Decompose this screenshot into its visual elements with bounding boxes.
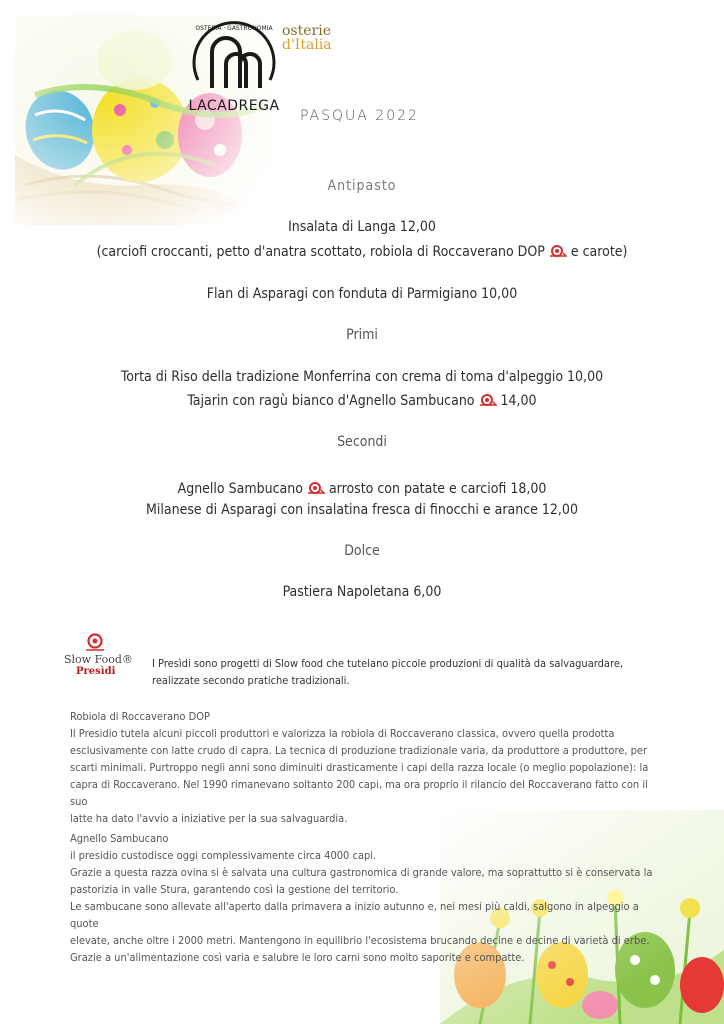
agnello-part2: arrosto con patate e carciofi 18,00 [328, 481, 547, 497]
agnello-title: Agnello Sambucano [70, 832, 169, 845]
agnello-line: Grazie a un'alimentazione così varia e salubre le loro carni sono molto saporite e compatte. [70, 951, 525, 964]
robiola-line: scarti minimali. Purtroppo negli anni sono diminuiti drasticamente i capi della razza locale (o meglio popolazione): la [70, 761, 649, 774]
robiola-line: capra di Roccaverano. Nel 1990 rimanevano soltanto 200 capi, ma ora proprio il rilancio del Roccaverano fatto con il suo [70, 778, 648, 808]
agnello-description [70, 830, 660, 966]
agnello-line: il presidio custodisce oggi complessivamente circa 4000 capi. [70, 849, 377, 862]
slow-food-presidi-logo [62, 633, 133, 679]
page-title: PASQUA 2022 [300, 108, 419, 124]
presidi-intro-line1: I Presìdi sono progetti di Slow food che tutelano piccole produzioni di qualità da salvaguardare, [152, 657, 624, 670]
agnello-line: pastorizia in valle Stura, garantendo così la gestione del territorio. [70, 883, 399, 896]
slow-food-snail-icon [479, 394, 497, 406]
agnello-part1: Agnello Sambucano [177, 481, 303, 497]
section-heading-secondi: Secondi [337, 434, 387, 450]
slow-food-snail-icon [307, 482, 325, 494]
agnello-line: Le sambucane sono allevate all'aperto dalla primavera a inizio autunno e, nei mesi più caldi, salgono in alpeggio a quote [70, 900, 639, 930]
agnello-line: Grazie a questa razza ovina si è salvata una cultura gastronomica di grande valore, ma soprattutto si è conservata la [70, 866, 653, 879]
tajarin-part1: Tajarin con ragù bianco d'Agnello Sambucano [187, 393, 475, 409]
menu-item-insalata: Insalata di Langa 12,00 [288, 219, 436, 235]
robiola-line: esclusivamente con latte crudo di capra. La tecnica di produzione tradizionale varia, da produttore a produttore, per [70, 744, 648, 757]
menu-item-agnello [0, 481, 724, 497]
presidi-intro-line2: realizzate secondo pratiche tradizionali. [152, 674, 350, 687]
menu-item-pastiera: Pastiera Napoletana 6,00 [282, 584, 442, 600]
logo-name: LACADREGA [188, 98, 280, 114]
menu-item-insalata-desc [0, 244, 724, 260]
osterie-logo-line1: osterie [282, 23, 331, 39]
agnello-line: elevate, anche oltre i 2000 metri. Mantengono in equilibrio l'ecosistema brucando decine e decine di varietà di erbe. [70, 934, 650, 947]
menu-item-milanese: Milanese di Asparagi con insalatina fresca di finocchi e arance 12,00 [146, 502, 578, 518]
section-heading-dolce: Dolce [344, 543, 380, 559]
osterie-logo-line2: d'Italia [282, 37, 332, 53]
osterie-ditalia-logo [282, 24, 342, 52]
robiola-line: Il Presidio tutela alcuni piccoli produttori e valorizza la robiola di Roccaverano classica, ovvero quella prodotta [70, 727, 615, 740]
robiola-title: Robiola di Roccaverano DOP [70, 710, 210, 723]
menu-item-flan: Flan di Asparagi con fonduta di Parmigiano 10,00 [206, 286, 518, 302]
insalata-desc-part1: (carciofi croccanti, petto d'anatra scottato, robiola di Roccaverano DOP [96, 244, 545, 260]
slow-food-snail-icon [85, 633, 105, 651]
section-heading-antipasto: Antipasto [327, 178, 397, 194]
la-cadrega-logo [186, 18, 282, 116]
slow-food-logo-text: Slow Food® [64, 653, 133, 666]
menu-item-tajarin [0, 393, 724, 409]
robiola-line: latte ha dato l'avvio a iniziative per la sua salvaguardia. [70, 812, 348, 825]
slow-food-snail-icon [549, 245, 567, 257]
insalata-desc-part2: e carote) [570, 244, 628, 260]
section-heading-primi: Primi [346, 327, 378, 343]
menu-item-torta-di-riso: Torta di Riso della tradizione Monferrina con crema di toma d'alpeggio 10,00 [120, 369, 604, 385]
presidi-intro-text [152, 655, 672, 689]
presidi-logo-text: Presìdi [76, 666, 116, 677]
logo-circle-text: OSTERIA · GASTRONOMIA [195, 25, 273, 32]
tajarin-price: 14,00 [500, 393, 537, 409]
